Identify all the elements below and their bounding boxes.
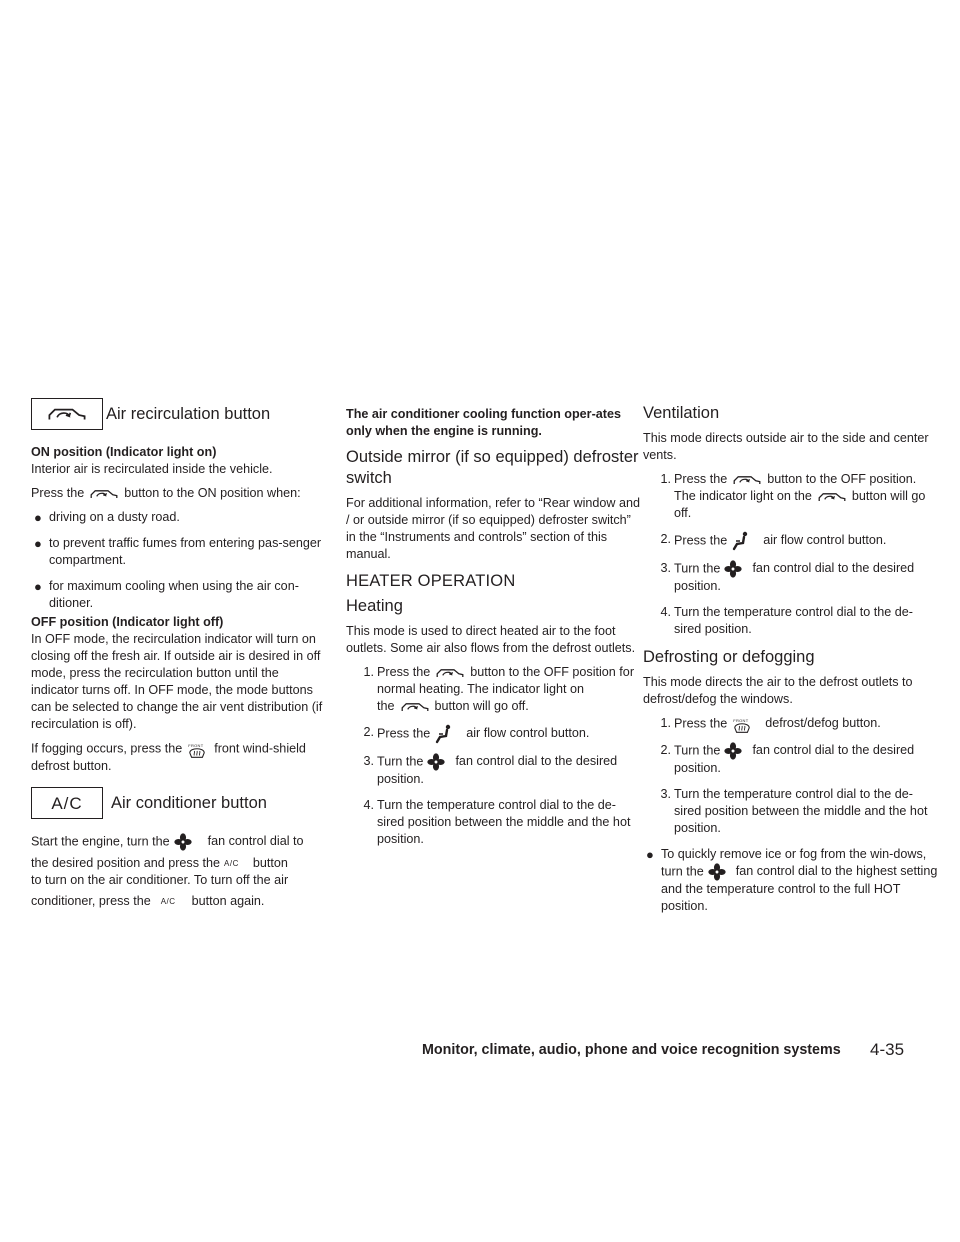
- column-right: [643, 398, 939, 924]
- air-recirculation-title: Air recirculation button: [106, 404, 271, 423]
- recirculation-icon: [815, 489, 849, 505]
- air-conditioner-heading: [31, 787, 327, 819]
- recirculation-icon: [87, 486, 121, 502]
- list-item: 1. Press the button to the OFF position for normal heating. The indicator light on the button will go off.: [363, 665, 635, 713]
- recirculation-icon: [433, 665, 467, 681]
- ventilation-text: This mode directs outside air to the side and center vents.: [643, 431, 929, 462]
- list-item: 2. Turn the fan control dial to the desired position.: [660, 743, 915, 775]
- front-defrost-icon: FRONT: [185, 740, 211, 758]
- bullet-item: ● To quickly remove ice or fog from the win-dows, turn the fan control dial to the highest setting and the temperature control to the full HOT position.: [646, 847, 938, 913]
- fogging-sentence: If fogging occurs, press the FRONT front wind-shield defrost button.: [31, 741, 306, 773]
- ac-text-line4: conditioner, press the A/C button again.: [31, 893, 327, 910]
- airflow-icon: [433, 724, 455, 744]
- on-position-heading: ON position (Indicator light on): [31, 445, 217, 459]
- on-position-text: Interior air is recirculated inside the vehicle.: [31, 462, 273, 476]
- ac-text-line2: the desired position and press the A/C button: [31, 855, 327, 872]
- list-item: 4. Turn the temperature control dial to the de-sired position.: [660, 605, 913, 636]
- ventilation-title: Ventilation: [643, 404, 720, 422]
- fan-icon: [173, 833, 193, 851]
- fan-icon: [723, 560, 743, 578]
- list-item: 2. Press the air flow control button.: [643, 531, 939, 551]
- cooling-note: The air conditioner cooling function oper-ates only when the engine is running.: [346, 407, 621, 438]
- off-position-text: In OFF mode, the recirculation indicator will turn on closing off the fresh air. If outside air is desired in off mode, press the recirculation button until the indicator turns off. In OFF mode, the mode buttons can be selected to change the air vent distribution (if recirculation is off).: [31, 632, 323, 731]
- recirculation-icon: [398, 699, 432, 715]
- list-item: 3. Turn the fan control dial to the desired position.: [363, 754, 618, 786]
- fan-icon: [707, 863, 727, 881]
- off-position-heading: OFF position (Indicator light off): [31, 615, 224, 629]
- column-middle: [346, 406, 642, 857]
- mirror-defroster-text: For additional information, refer to “Rear window and / or outside mirror (if so equipped) defroster switch” in the “Instruments and controls” section of this manual.: [346, 496, 640, 561]
- ac-icon: A/C: [31, 787, 103, 819]
- ac-text-line1: Start the engine, turn the fan control dial to: [31, 833, 327, 851]
- mirror-defroster-title: Outside mirror (if so equipped) defroster switch: [346, 448, 639, 487]
- bullet-item: ● to prevent traffic fumes from entering pas-senger compartment.: [34, 536, 322, 567]
- bullet-item: ● driving on a dusty road.: [34, 510, 180, 525]
- press-recirc-sentence: Press the button to the ON position when:: [31, 486, 301, 500]
- recirculation-icon: [31, 398, 103, 430]
- bullet-item: ● for maximum cooling when using the air con-ditioner.: [34, 579, 299, 610]
- footer-section-title: Monitor, climate, audio, phone and voice recognition systems: [422, 1042, 841, 1058]
- ac-inline-icon: A/C: [224, 859, 239, 869]
- page-number: 4-35: [870, 1040, 905, 1059]
- ac-inline-icon: A/C: [160, 897, 176, 907]
- list-item: 3. Turn the temperature control dial to the de-sired position between the middle and the hot position.: [660, 787, 928, 835]
- heater-operation-title: HEATER OPERATION: [346, 572, 516, 590]
- air-recirculation-heading: [31, 398, 327, 430]
- list-item: 4. Turn the temperature control dial to the de-sired position between the middle and the hot position.: [363, 798, 631, 846]
- list-item: 2. Press the air flow control button.: [346, 724, 642, 744]
- list-item: 1. Press the FRONT defrost/defog button.: [643, 715, 939, 733]
- heating-text: This mode is used to direct heated air to the foot outlets. Some air also flows from the defrost outlets.: [346, 624, 636, 655]
- airflow-icon: [730, 531, 752, 551]
- fan-icon: [426, 753, 446, 771]
- front-defrost-icon: FRONT: [730, 715, 756, 733]
- fan-icon: [723, 742, 743, 760]
- column-left: [31, 398, 327, 910]
- defrosting-title: Defrosting or defogging: [643, 648, 815, 666]
- list-item: 3. Turn the fan control dial to the desired position.: [660, 561, 915, 593]
- defrosting-text: This mode directs the air to the defrost outlets to defrost/defog the windows.: [643, 675, 913, 706]
- recirculation-icon: [730, 472, 764, 488]
- heating-title: Heating: [346, 597, 403, 615]
- air-conditioner-title: Air conditioner button: [111, 793, 267, 812]
- list-item: 1. Press the button to the OFF position. The indicator light on the button will go off.: [660, 472, 926, 520]
- ac-text-line3: to turn on the air conditioner. To turn off the air: [31, 873, 289, 888]
